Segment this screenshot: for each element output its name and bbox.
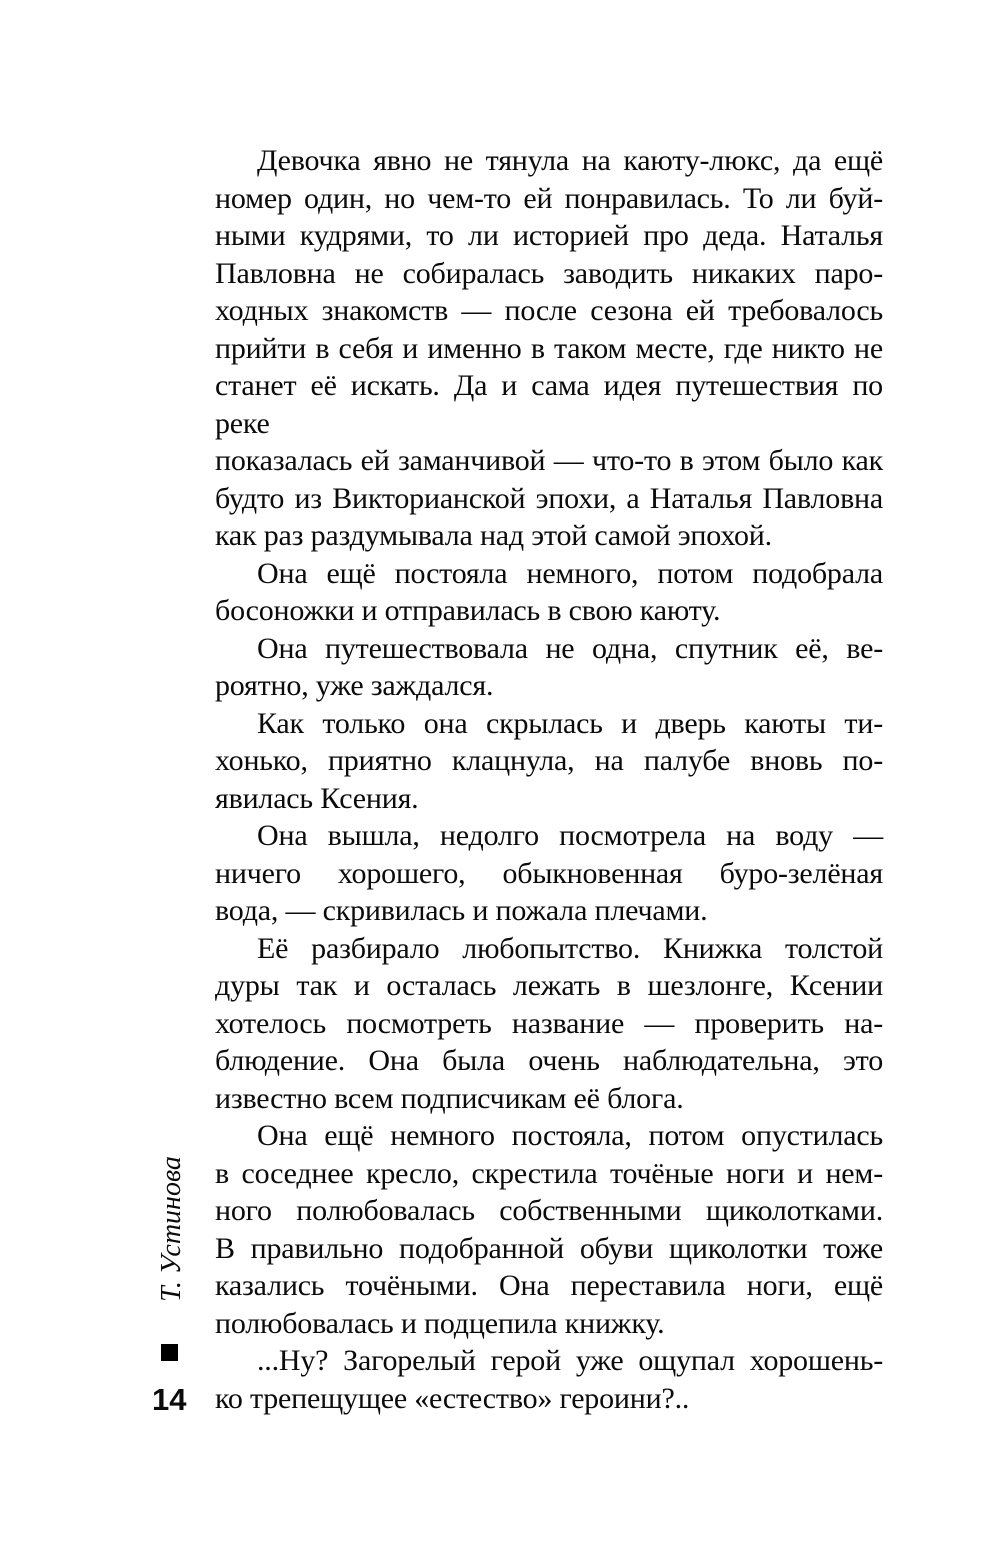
text-line: Девочка явно не тянула на каюту-люкс, да ещё <box>257 144 883 177</box>
paragraph <box>215 1342 883 1417</box>
author-margin-label: Т. Устинова <box>156 1156 187 1302</box>
text-line: Как только она скрылась и дверь каюты ти- <box>257 706 883 740</box>
paragraph <box>215 142 883 555</box>
text-line: Её разбирало любопытство. Книжка толстой <box>257 931 883 965</box>
text-line: Она вышла, недолго посмотрела на воду — <box>257 819 883 852</box>
text-line: ко трепещущее «естество» героини?.. <box>215 1381 690 1415</box>
text-line: блюдение. Она была очень наблюдательна, это <box>215 1044 883 1077</box>
text-line: казались точёными. Она переставила ноги, ещё <box>215 1269 883 1302</box>
section-marker-square <box>161 1344 178 1361</box>
text-line: в соседнее кресло, скрестила точёные ноги и нем- <box>215 1156 883 1190</box>
paragraph <box>215 555 883 630</box>
text-line: Она ещё постояла немного, потом подобрала <box>257 556 883 590</box>
text-line: как раз раздумывала над этой самой эпохой. <box>215 519 772 552</box>
page-number: 14 <box>152 1382 187 1417</box>
text-line: босоножки и отправилась в свою каюту. <box>215 594 721 627</box>
text-line: Она ещё немного постояла, потом опустилась <box>257 1119 883 1152</box>
paragraph <box>215 705 883 818</box>
text-line: хотелось посмотреть название — проверить на- <box>215 1006 883 1040</box>
text-line: ходных знакомств — после сезона ей требовалось <box>215 294 883 327</box>
text-line: ного полюбовалась собственными щиколотками. <box>215 1194 883 1227</box>
text-line: станет её искать. Да и сама идея путешествия по реке <box>215 369 883 440</box>
text-line: Павловна не собиралась заводить никаких паро- <box>215 256 883 290</box>
text-line: полюбовалась и подцепила книжку. <box>215 1306 665 1340</box>
text-line: будто из Викторианской эпохи, а Наталья Павловна <box>215 481 883 515</box>
text-line: дуры так и осталась лежать в шезлонге, Ксении <box>215 969 883 1002</box>
text-line: роятно, уже заждался. <box>215 669 494 702</box>
paragraph <box>215 630 883 705</box>
text-line: номер один, но чем-то ей понравилась. То ли буй- <box>215 181 883 215</box>
paragraph <box>215 817 883 930</box>
text-line: Она путешествовала не одна, спутник её, ве- <box>257 631 883 665</box>
text-line: вода, — скривилась и пожала плечами. <box>215 894 708 927</box>
text-line: явилась Ксения. <box>215 781 419 815</box>
text-line: ными кудрями, то ли историей про деда. Наталья <box>215 219 883 252</box>
text-line: хонько, приятно клацнула, на палубе вновь по- <box>215 744 883 777</box>
text-line: В правильно подобранной обуви щиколотки тоже <box>215 1231 883 1265</box>
text-line: известно всем подписчикам её блога. <box>215 1081 684 1115</box>
text-line: ...Ну? Загорелый герой уже ощупал хорошень- <box>257 1344 883 1377</box>
paragraph <box>215 930 883 1118</box>
body-text <box>215 142 883 1417</box>
text-line: показалась ей заманчивой — что-то в этом было как <box>215 444 883 477</box>
paragraph <box>215 1117 883 1342</box>
text-line: ничего хорошего, обыкновенная буро-зелёная <box>215 856 883 890</box>
text-line: прийти в себя и именно в таком месте, где никто не <box>215 331 883 365</box>
